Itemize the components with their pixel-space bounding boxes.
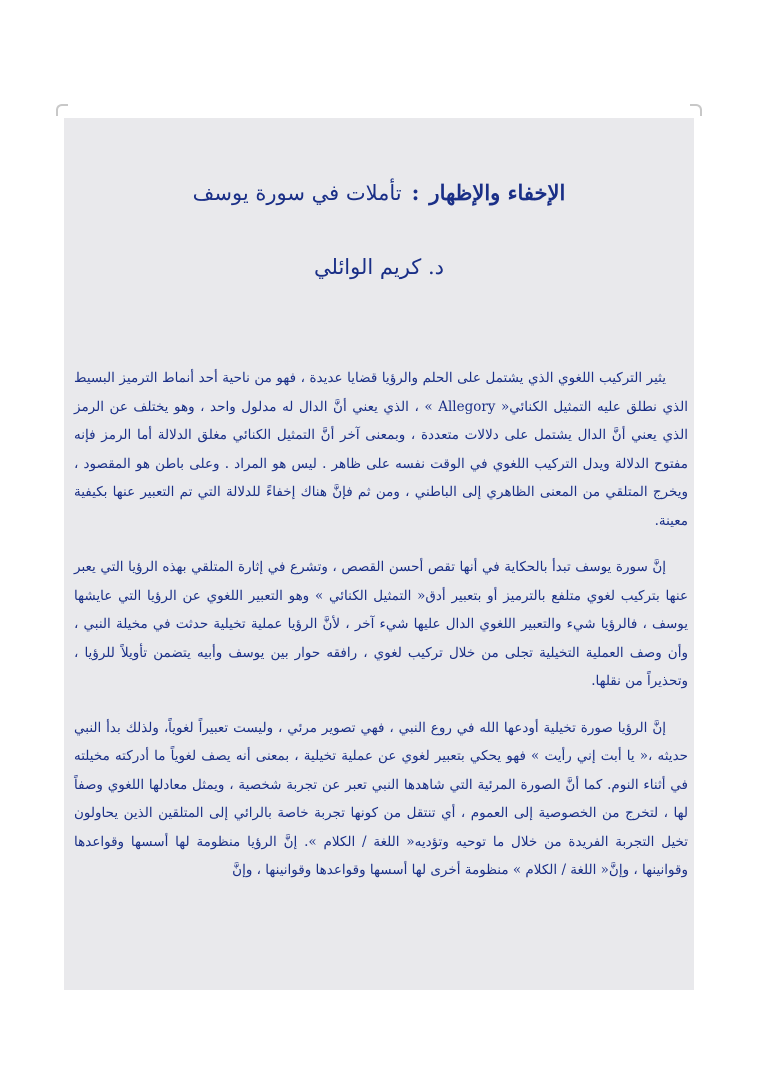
- crop-mark-top-right: [690, 104, 702, 116]
- page-title: [64, 180, 694, 205]
- title-separator: :: [411, 180, 420, 205]
- paragraph-2: إنَّ سورة يوسف تبدأ بالحكاية في أنها تقص أحسن القصص ، وتشرع في إثارة المتلقي بهذه الرؤيا التي يعبر عنها بتركيب لغوي متلفع بالترميز أو بتعبير أدق« التمثيل الكنائي » وهو التعبير اللغوي عن الرؤيا التي عايشها يوسف ، فالرؤيا شيء والتعبير اللغوي الدال عليها شيء آخر ، لأنَّ الرؤيا عملية تخيلية حدثت في مخيلة النبي ، وأن وصف العملية التخيلية تجلى من خلال تركيب لغوي ، رافقه حوار بين يوسف وأبيه يتضمن تأويلاً للرؤيا ، وتحذيراً من نقلها.: [74, 559, 688, 689]
- author-name: د. كريم الوائلي: [314, 255, 444, 279]
- title-main: الإخفاء والإظهار: [429, 180, 566, 205]
- document-body: [74, 364, 688, 903]
- paragraph-1: يثير التركيب اللغوي الذي يشتمل على الحلم والرؤيا قضايا عديدة ، فهو من ناحية أحد أنماط الترميز البسيط الذي نطلق عليه التمثيل الكنائي« Allegory » ، الذي يعني أنَّ الدال له مدلول واحد ، وهو يختلف عن الرمز الذي يعني أنَّ الدال يشتمل على دلالات متعددة ، وبمعنى آخر أنَّ التمثيل الكنائي مغلق الدلالة أما الرمز فإنه مفتوح الدلالة ويدل التركيب اللغوي في الوقت نفسه على ظاهر . ليس هو المراد . وعلى باطن هو المقصود ، ويخرج المتلقي من المعنى الظاهري إلى الباطني ، ومن ثم فإنَّ هناك إخفاءً للدلالة التي تم التعبير عنها بكيفية معينة.: [74, 370, 689, 529]
- title-subtitle: تأملات في سورة يوسف: [192, 181, 402, 205]
- paragraph-3: إنَّ الرؤيا صورة تخيلية أودعها الله في روع النبي ، فهي تصوير مرئي ، وليست تعبيراً لغوياً، ولذلك بدأ النبي حديثه ،« يا أبت إني رأيت » فهو يحكي بتعبير لغوي عن عملية تخيلية ، بمعنى أنه يصف لغوياً ما أدركته مخيلته في أثناء النوم. كما أنَّ الصورة المرئية التي شاهدها النبي تعبر عن تجربة شخصية ، ويمثل معادلها اللغوي وصفاً لها ، لتخرج من الخصوصية إلى العموم ، أي تنتقل من كونها تجربة خاصة بالرائي إلى المتلقين الذين يحاولون تخيل التجربة الفريدة من خلال ما توحيه وتؤديه« اللغة / الكلام ». إنَّ الرؤيا منظومة لها أسسها وقواعدها وقوانينها ، وإنَّ« اللغة / الكلام » منظومة أخرى لها أسسها وقواعدها وقوانينها ، وإنَّ: [74, 719, 688, 878]
- document-sheet: [64, 118, 694, 990]
- crop-mark-top-left: [56, 104, 68, 116]
